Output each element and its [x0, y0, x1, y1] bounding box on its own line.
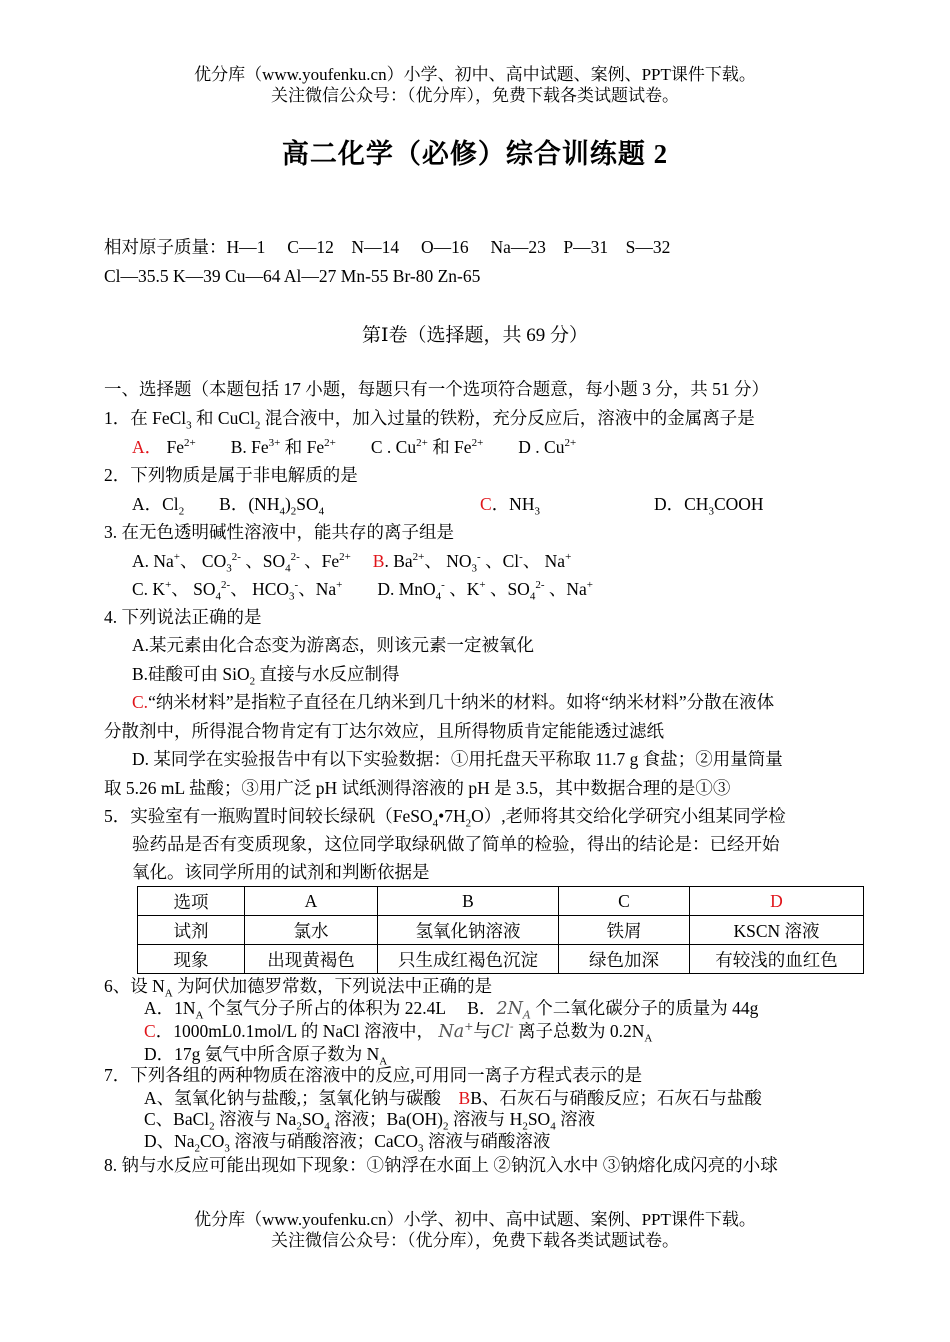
- q7-option-c: C、BaCl$_2$ 溶液与 $Na_2SO_4$ 溶液；$Ba(OH)_2$ 溶液与 $H_2SO_4$ 溶液: [144, 1109, 596, 1133]
- q4-option-d-line2: 取 5.26 mL 盐酸；③用广泛 pH 试纸测得溶液的 pH 是 3.5，其中数据合理的是①③: [104, 778, 731, 798]
- table-header-row: [138, 887, 864, 916]
- q4-option-d-line1: D. 某同学在实验报告中有以下实验数据：①用托盘天平称取 11.7 g 食盐；②用量筒量: [132, 749, 783, 769]
- q7-options-ab: A、氢氧化钠与盐酸,；氢氧化钠与碳酸 BB、石灰石与硝酸反应；石灰石与盐酸: [144, 1088, 762, 1108]
- page-title: 高二化学（必修）综合训练题 2: [281, 139, 669, 169]
- q2-option-d: D．$CH_3COOH$: [654, 494, 764, 518]
- q3-stem: 3. 在无色透明碱性溶液中，能共存的离子组是: [104, 522, 454, 542]
- table-row: [138, 945, 864, 974]
- q4-stem: 4. 下列说法正确的是: [104, 607, 262, 627]
- table-row: [138, 916, 864, 945]
- q6-stem: 6、设 $N_A$ 为阿伏加德罗常数，下列说法中正确的是: [104, 976, 493, 1000]
- table-cell: 氢氧化钠溶液: [378, 916, 559, 945]
- q1-option-a-label: A．: [132, 437, 163, 457]
- atomic-mass-line-1: 相对原子质量：H—1 C—12 N—14 O—16 Na—23 P—31 S—32: [104, 237, 671, 257]
- footer-line-1: 优分库（www.youfenku.cn）小学、初中、高中试题、案例、PPT课件下载。: [194, 1210, 756, 1229]
- q5-stem-line1: 5．实验室有一瓶购置时间较长绿矾$(FeSO_4•7H_2O)$,老师将其交给化学研究小组某同学检: [104, 806, 786, 830]
- table-header-cell: 选项: [138, 887, 245, 916]
- q1-options: A． $Fe^{2+}$ B. $Fe^{3+}$ 和 $Fe^{2+}$ C . $Cu^{2+}$ 和 $Fe^{2+}$ D . $Cu^{2+}$: [132, 437, 577, 457]
- q3-options-cd: C. K+、 $SO_4^{2-}$、 $HCO_3^-$、Na+ D. MnO$_4$- 、K+ 、$SO_4^{2-}$ 、Na+: [132, 579, 593, 603]
- q3-options-ab: A. Na+、 $CO_3^{2-}$ 、$SO_4^{2-}$ 、$Fe^{2+}$ B. $Ba^{2+}$、 $NO_3^-$ 、Cl-、 Na+: [132, 551, 572, 575]
- table-header-cell: B: [378, 887, 559, 916]
- header-line-2: 关注微信公众号：（优分库），免费下载各类试题试卷。: [271, 86, 679, 105]
- q4-option-c-line2: 分散剂中，所得混合物肯定有丁达尔效应，且所得物质肯定能能透过滤纸: [104, 721, 664, 741]
- q2-option-ab: A．$Cl_2$ B．$(NH_4)_2SO_4$: [132, 494, 325, 518]
- section-title: 第Ⅰ卷（选择题，共 69 分）: [361, 325, 588, 346]
- table-cell: 试剂: [138, 916, 245, 945]
- header-line-1: 优分库（www.youfenku.cn）小学、初中、高中试题、案例、PPT课件下载。: [194, 65, 756, 84]
- table-header-cell: C: [559, 887, 690, 916]
- q5-stem-line2: 验药品是否有变质现象，这位同学取绿矾做了简单的检验，得出的结论是：已经开始: [132, 834, 780, 854]
- part1-heading: 一、选择题（本题包括 17 小题，每题只有一个选项符合题意，每小题 3 分，共 51 分）: [104, 379, 769, 399]
- formula-na-plus: Na+: [438, 1020, 474, 1042]
- q6-options-ab: A．$1N_A$ 个氢气分子所占的体积为 22.4L B．$2N_A$ 个二氧化碳分子的质量为 44g: [144, 998, 759, 1022]
- table-cell: 现象: [138, 945, 245, 974]
- formula-2na: $2N_A$: [496, 999, 531, 1022]
- q8-stem: 8. 钠与水反应可能出现如下现象：①钠浮在水面上 ②钠沉入水中 ③钠熔化成闪亮的小球: [104, 1155, 778, 1175]
- q4-option-c-line1: C.“纳米材料”是指粒子直径在几纳米到几十纳米的材料。如将“纳米材料”分散在液体: [132, 692, 775, 712]
- atomic-mass-line-2: Cl—35.5 K—39 Cu—64 Al—27 Mn-55 Br-80 Zn-65: [104, 266, 481, 286]
- q5-stem-line3: 氧化。该同学所用的试剂和判断依据是: [132, 862, 430, 882]
- q4-option-a: A.某元素由化合态变为游离态，则该元素一定被氧化: [132, 635, 535, 655]
- table-header-cell: A: [245, 887, 378, 916]
- table-cell: 氯水: [245, 916, 378, 945]
- table-cell: 出现黄褐色: [245, 945, 378, 974]
- q7-stem: 7．下列各组的两种物质在溶液中的反应,可用同一离子方程式表示的是: [104, 1065, 643, 1085]
- page-footer: [0, 1209, 950, 1251]
- table-cell: 只生成红褐色沉淀: [378, 945, 559, 974]
- q2-option-c: C．$NH_3$: [480, 494, 540, 518]
- q2-stem: 2．下列物质是属于非电解质的是: [104, 465, 358, 485]
- q7-option-d: D、$Na_2CO_3$ 溶液与硝酸溶液；CaCO$_3$ 溶液与硝酸溶液: [144, 1131, 551, 1155]
- table-cell: 有较浅的血红色: [690, 945, 864, 974]
- q6-option-d: D．17g 氨气中所含原子数为 $N_A$: [144, 1044, 388, 1068]
- q5-options-table: [137, 886, 864, 974]
- table-cell: KSCN 溶液: [690, 916, 864, 945]
- table-header-cell: D: [690, 887, 864, 916]
- footer-line-2: 关注微信公众号：（优分库），免费下载各类试题试卷。: [271, 1231, 679, 1250]
- q1-stem: 1．在 FeCl$_3$ 和 CuCl$_2$ 混合液中，加入过量的铁粉，充分反应后，溶液中的金属离子是: [104, 408, 755, 432]
- table-cell: 绿色加深: [559, 945, 690, 974]
- q6-option-c: C．1000mL0.1mol/L 的 NaCl 溶液中， Na+与Cl- 离子总数为 $0.2N_A$: [144, 1020, 653, 1045]
- page-header: [0, 64, 950, 106]
- table-cell: 铁屑: [559, 916, 690, 945]
- q4-option-b: B.硅酸可由 SiO$_2$ 直接与水反应制得: [132, 664, 400, 688]
- formula-cl-minus: Cl-: [490, 1020, 514, 1042]
